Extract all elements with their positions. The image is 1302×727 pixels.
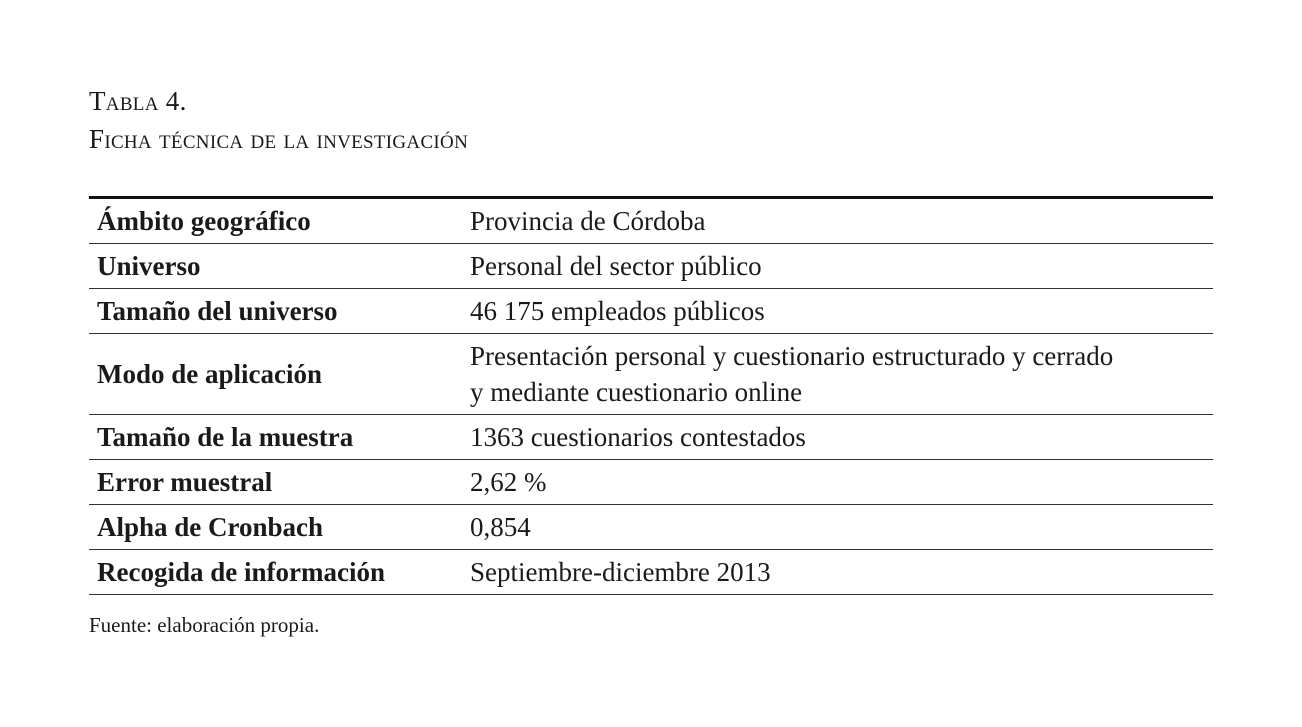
row-value: [469, 505, 1213, 550]
row-value-line: 2,62 %: [470, 467, 547, 497]
row-value: [469, 334, 1213, 415]
row-label: Alpha de Cronbach: [89, 505, 469, 550]
row-value: [469, 244, 1213, 289]
row-value-line: Provincia de Córdoba: [470, 206, 706, 236]
row-value-line: 0,854: [470, 512, 531, 542]
row-value-line: Septiembre-diciembre 2013: [470, 557, 771, 587]
row-label: Recogida de información: [89, 550, 469, 595]
row-label: Tamaño del universo: [89, 289, 469, 334]
row-label: Error muestral: [89, 460, 469, 505]
table-row: [89, 199, 1213, 244]
row-label: Modo de aplicación: [89, 334, 469, 415]
row-value-line: Personal del sector público: [470, 251, 762, 281]
row-value: [469, 550, 1213, 595]
table-row: [89, 289, 1213, 334]
table-title: Ficha técnica de la investigación: [89, 124, 469, 154]
row-value: [469, 460, 1213, 505]
table-caption: [89, 82, 468, 158]
row-value: [469, 415, 1213, 460]
row-value-line: 1363 cuestionarios contestados: [470, 422, 806, 452]
row-label: Ámbito geográfico: [89, 199, 469, 244]
table-row: [89, 334, 1213, 415]
technical-sheet-table: [89, 196, 1213, 595]
row-value-line: 46 175 empleados públicos: [470, 296, 765, 326]
table-row: [89, 244, 1213, 289]
row-value: [469, 199, 1213, 244]
row-label: Tamaño de la muestra: [89, 415, 469, 460]
row-value-line: y mediante cuestionario online: [470, 377, 803, 407]
table-row: [89, 460, 1213, 505]
row-label: Universo: [89, 244, 469, 289]
row-value-line: Presentación personal y cuestionario estructurado y cerrado: [470, 341, 1114, 371]
table-row: [89, 415, 1213, 460]
source-note: Fuente: elaboración propia.: [89, 613, 320, 637]
table-row: [89, 505, 1213, 550]
row-value: [469, 289, 1213, 334]
table-number: Tabla 4.: [89, 86, 187, 116]
table-row: [89, 550, 1213, 595]
